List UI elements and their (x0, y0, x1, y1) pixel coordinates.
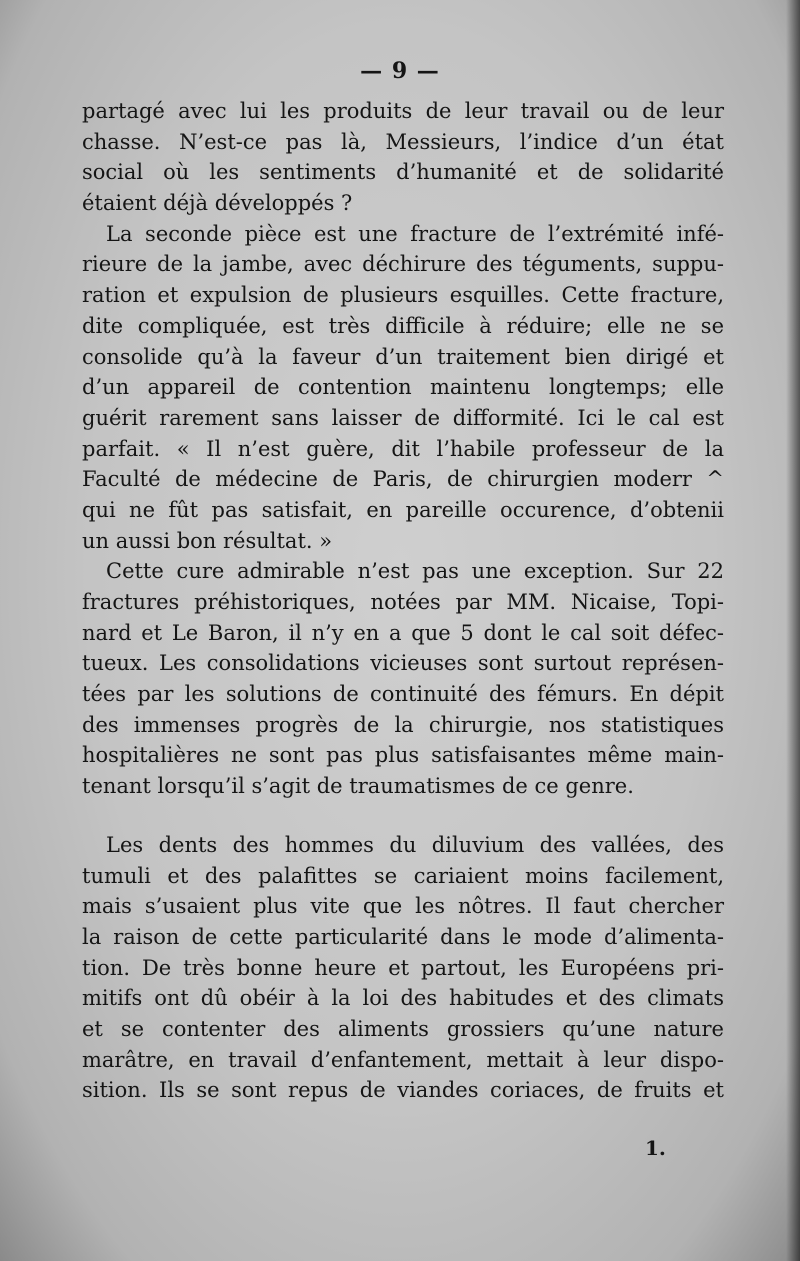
text-line: la raison de cette particularité dans le mode d’alimenta- (82, 924, 724, 949)
text-line: Les dents des hommes du diluvium des vallées, des (106, 832, 724, 857)
text-line: Faculté de médecine de Paris, de chirurgien moderr ^ (82, 467, 724, 492)
text-line: tées par les solutions de continuité des fémurs. En dépit (82, 682, 724, 707)
text-line: mais s’usaient plus vite que les nôtres. Il faut chercher (82, 894, 724, 919)
text-line: tion. De très bonne heure et partout, les Européens pri- (82, 955, 724, 980)
text-line: guérit rarement sans laisser de difformité. Ici le cal est (82, 405, 724, 430)
text-line: un aussi bon résultat. » (82, 528, 333, 553)
text-line: tenant lorsqu’il s’agit de traumatismes de ce genre. (82, 774, 634, 799)
text-line: d’un appareil de contention maintenu longtemps; elle (82, 375, 724, 400)
text-line: sition. Ils se sont repus de viandes coriaces, de fruits et (82, 1078, 724, 1103)
text-line: des immenses progrès de la chirurgie, nos statistiques (82, 712, 724, 737)
page-number: — 9 — (360, 58, 440, 84)
paragraph (82, 830, 724, 1106)
text-line: consolide qu’à la faveur d’un traitement bien dirigé et (82, 344, 724, 369)
text-line: La seconde pièce est une fracture de l’extrémité infé- (106, 221, 724, 246)
text-line: rieure de la jambe, avec déchirure des téguments, suppu- (82, 252, 724, 277)
text-line: ration et expulsion de plusieurs esquilles. Cette fracture, (82, 283, 724, 308)
text-line: social où les sentiments d’humanité et de solidarité (82, 160, 724, 185)
text-line: et se contenter des aliments grossiers qu’une nature (82, 1016, 724, 1041)
paragraph-gap (82, 802, 724, 830)
text-line: nard et Le Baron, il n’y en a que 5 dont le cal soit défec- (82, 620, 724, 645)
text-line: mitifs ont dû obéir à la loi des habitudes et des climats (82, 986, 724, 1011)
body-text (82, 96, 724, 1106)
text-line: dite compliquée, est très difficile à réduire; elle ne se (82, 313, 724, 338)
paragraph (82, 556, 724, 802)
text-line: tueux. Les consolidations vicieuses sont surtout représen- (82, 651, 724, 676)
text-line: étaient déjà développés ? (82, 191, 353, 216)
text-line: hospitalières ne sont pas plus satisfaisantes même main- (82, 743, 724, 768)
text-line: chasse. N’est-ce pas là, Messieurs, l’indice d’un état (82, 129, 724, 154)
text-line: Cette cure admirable n’est pas une exception. Sur 22 (106, 559, 724, 584)
text-line: fractures préhistoriques, notées par MM. Nicaise, Topi- (82, 590, 724, 614)
text-line: partagé avec lui les produits de leur travail ou de leur (82, 99, 724, 123)
paragraph (82, 96, 724, 219)
paragraph (82, 219, 724, 557)
text-line: marâtre, en travail d’enfantement, mettait à leur dispo- (82, 1047, 724, 1072)
text-line: parfait. « Il n’est guère, dit l’habile professeur de la (82, 436, 724, 461)
signature-mark: 1. (645, 1136, 666, 1160)
text-line: tumuli et des palafittes se cariaient moins facilement, (82, 863, 724, 888)
text-line: qui ne fût pas satisfait, en pareille occurence, d’obtenii (82, 497, 724, 522)
